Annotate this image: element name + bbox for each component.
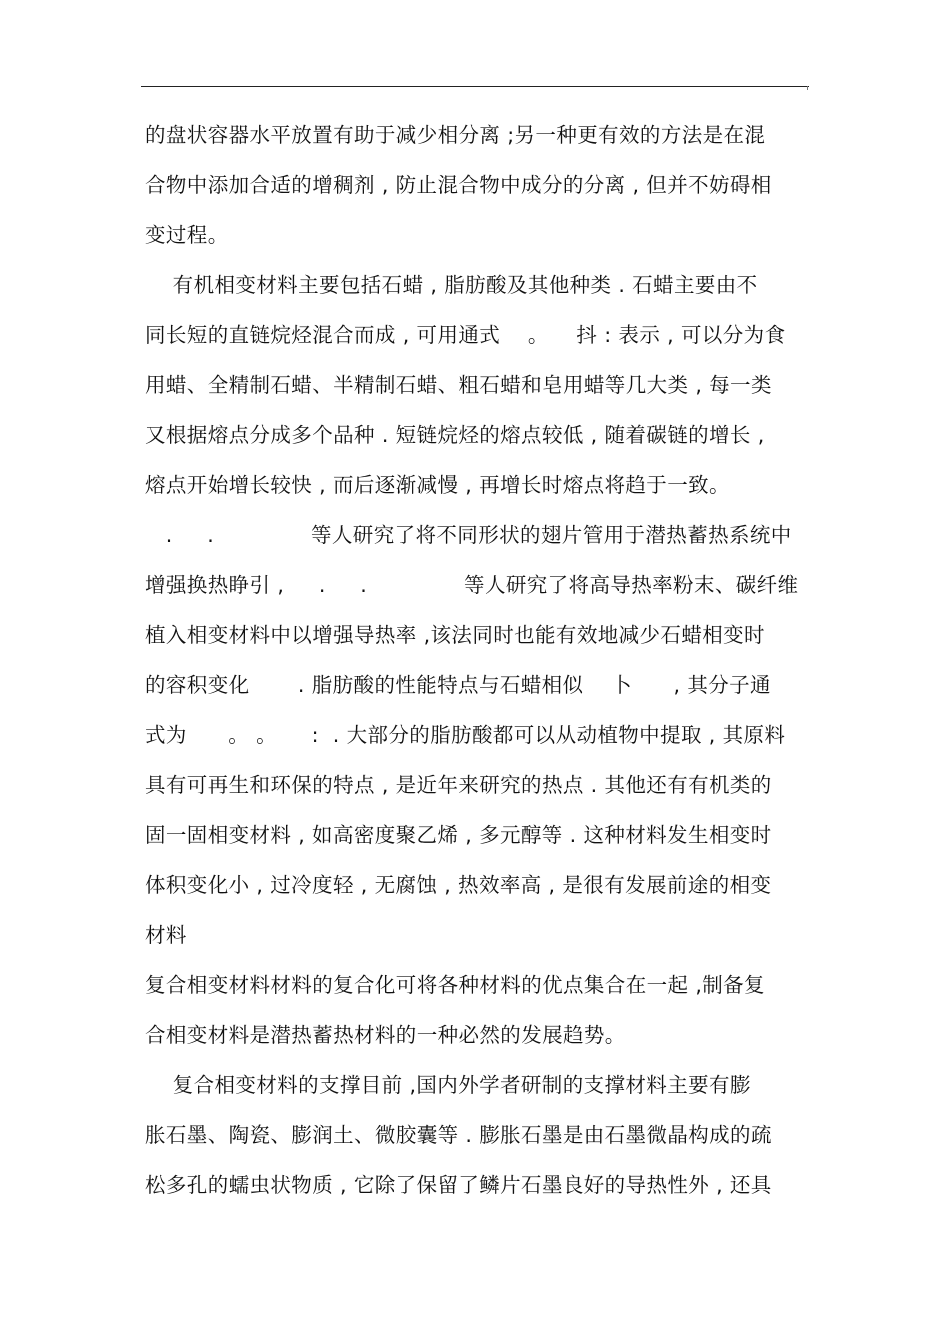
text-line-2: 合物中添加合适的增稠剂 , 防止混合物中成分的分离 , 但并不妨碍相 bbox=[145, 173, 772, 197]
text-line-11: 植入相变材料中以增强导热率 ,该法同时也能有效地减少石蜡相变时 bbox=[145, 623, 765, 647]
text-line-18: 复合相变材料材料的复合化可将各种材料的优点集合在一起 ,制备复 bbox=[145, 973, 765, 997]
text-line-9: . . 等人研究了将不同形状的翅片管用于潜热蓄热系统中 bbox=[145, 523, 792, 547]
text-line-10: 增强换热睁引 , . . 等人研究了将高导热率粉末、碳纤维 bbox=[145, 573, 799, 597]
text-line-4: 有机相变材料主要包括石蜡 , 脂肪酸及其他种类 . 石蜡主要由不 bbox=[145, 273, 758, 297]
header-rule bbox=[141, 86, 809, 87]
text-line-12: 的容积变化 . 脂肪酸的性能特点与石蜡相似 卜 , 其分子通 bbox=[145, 673, 771, 697]
text-line-14: 具有可再生和环保的特点 , 是近年来研究的热点 . 其他还有有机类的 bbox=[145, 773, 772, 797]
text-line-6: 用蜡、全精制石蜡、半精制石蜡、粗石蜡和皂用蜡等几大类 , 每一类 bbox=[145, 373, 772, 397]
text-line-3: 变过程。 bbox=[145, 223, 229, 247]
text-line-5: 同长短的直链烷烃混合而成 , 可用通式 。 抖 : 表示 , 可以分为食 bbox=[145, 323, 786, 347]
text-line-1: 的盘状容器水平放置有助于减少相分离 ;另一种更有效的方法是在混 bbox=[145, 123, 766, 147]
header-rule-tick bbox=[807, 86, 808, 90]
text-line-16: 体积变化小 , 过冷度轻 , 无腐蚀 , 热效率高 , 是很有发展前途的相变 bbox=[145, 873, 772, 897]
text-line-21: 胀石墨、陶瓷、膨润土、微胶囊等 . 膨胀石墨是由石墨微晶构成的疏 bbox=[145, 1123, 772, 1147]
text-line-13: 式为 。 。 : . 大部分的脂肪酸都可以从动植物中提取 , 其原料 bbox=[145, 723, 786, 747]
text-line-22: 松多孔的蠕虫状物质 , 它除了保留了鳞片石墨良好的导热性外 , 还具 bbox=[145, 1173, 772, 1197]
text-line-19: 合相变材料是潜热蓄热材料的一种必然的发展趋势。 bbox=[145, 1023, 626, 1047]
text-line-7: 又根据熔点分成多个品种 . 短链烷烃的熔点较低 , 随着碳链的增长 , bbox=[145, 423, 765, 447]
text-line-15: 固一固相变材料 , 如高密度聚乙烯 , 多元醇等 . 这种材料发生相变时 bbox=[145, 823, 772, 847]
text-line-17: 材料 bbox=[145, 923, 187, 947]
text-line-8: 熔点开始增长较快 , 而后逐渐减慢 , 再增长时熔点将趋于一致。 bbox=[145, 473, 730, 497]
text-line-20: 复合相变材料的支撑目前 ,国内外学者研制的支撑材料主要有膨 bbox=[145, 1073, 751, 1097]
